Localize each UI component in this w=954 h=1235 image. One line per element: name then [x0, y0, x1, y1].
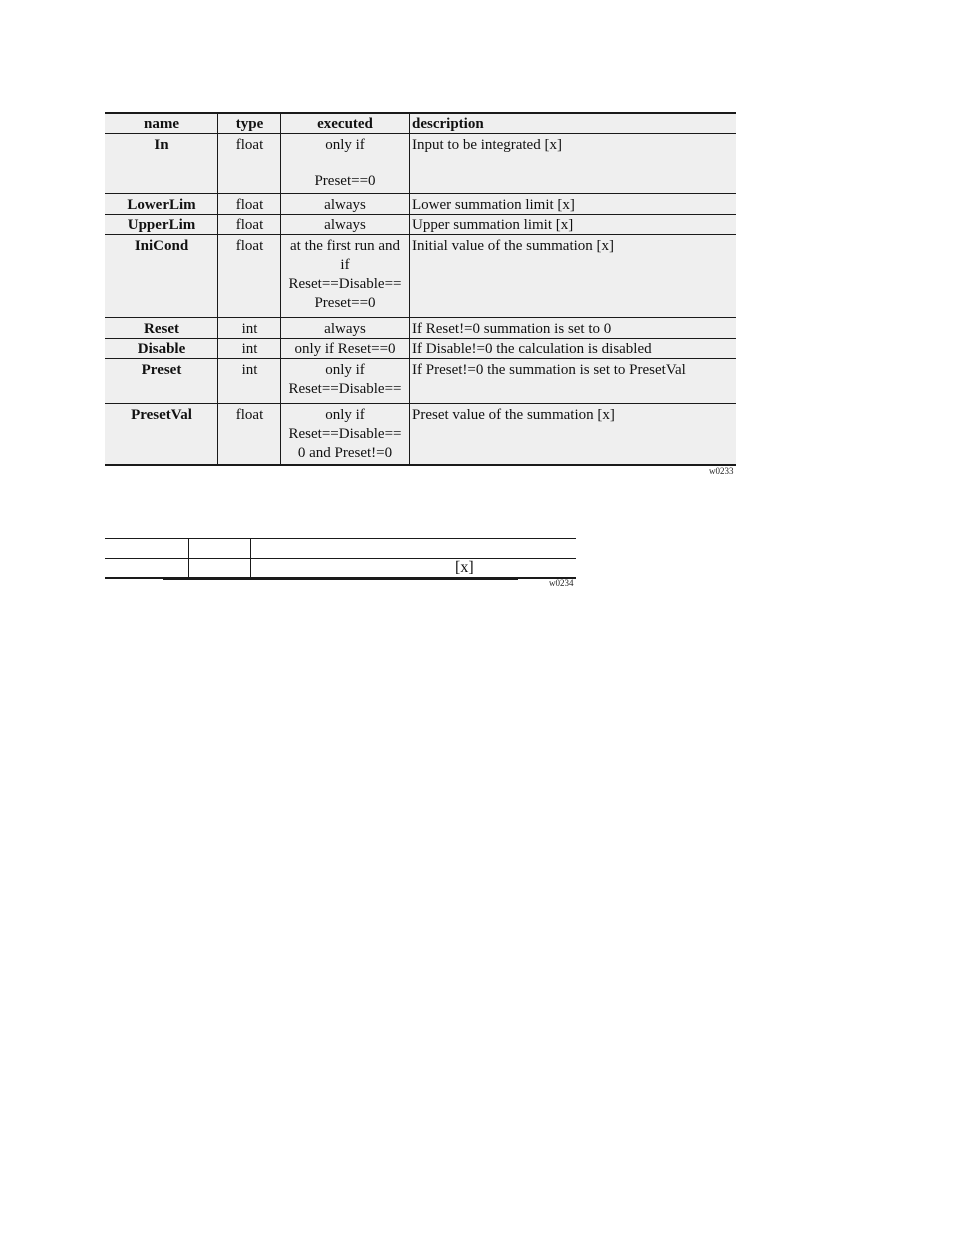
header-executed: executed	[317, 116, 373, 132]
row-executed-line: if	[340, 257, 350, 273]
row-executed-line: Preset==0	[314, 173, 376, 189]
row-name: Preset	[141, 362, 182, 378]
row-type: int	[241, 362, 258, 378]
row-executed-line: only if	[325, 407, 365, 423]
parameter-table	[105, 112, 736, 466]
row-description: If Reset!=0 summation is set to 0	[412, 321, 612, 337]
row-type: float	[235, 238, 264, 254]
row-description: If Preset!=0 the summation is set to PresetVal	[412, 362, 686, 378]
header-name: name	[144, 116, 179, 132]
row-type: int	[241, 341, 258, 357]
row-description: If Disable!=0 the calculation is disabled	[412, 341, 652, 357]
row-name: PresetVal	[131, 407, 192, 423]
row-type: float	[235, 197, 264, 213]
column-rule	[409, 112, 410, 466]
row-type: float	[235, 407, 264, 423]
column-rule	[188, 538, 189, 577]
row-name: LowerLim	[127, 197, 196, 213]
figure-ref-label: w0233	[709, 466, 734, 476]
table-bottom-rule	[105, 464, 736, 466]
underline-rule	[163, 579, 518, 580]
row-executed-line: always	[324, 321, 366, 337]
row-rule	[105, 403, 736, 404]
row-executed-line: Reset==Disable==	[288, 426, 402, 442]
column-rule	[250, 538, 251, 577]
table-top-rule	[105, 538, 576, 539]
table-top-rule	[105, 112, 736, 114]
row-executed-line: only if	[325, 362, 365, 378]
row-name: Disable	[137, 341, 186, 357]
row-description: Preset value of the summation [x]	[412, 407, 615, 423]
row-executed-line: always	[324, 217, 366, 233]
figure-ref-label: w0234	[549, 578, 574, 588]
row-type: float	[235, 137, 264, 153]
row-name: UpperLim	[127, 217, 196, 233]
row-description: Lower summation limit [x]	[412, 197, 575, 213]
row-executed-line: Preset==0	[314, 295, 376, 311]
row-name: In	[154, 137, 169, 153]
row-executed-line: at the first run and	[290, 238, 400, 254]
row-rule	[105, 558, 576, 559]
row-type: float	[235, 217, 264, 233]
row-name: Reset	[144, 321, 179, 337]
row-executed-line: only if	[325, 137, 365, 153]
row-executed-line: Reset==Disable==	[288, 276, 402, 292]
row-name: IniCond	[134, 238, 189, 254]
header-description: description	[412, 116, 484, 132]
header-type: type	[235, 116, 264, 132]
row-type: int	[241, 321, 258, 337]
row-description: Input to be integrated [x]	[412, 137, 562, 153]
row-executed-line: always	[324, 197, 366, 213]
row-rule	[105, 193, 736, 194]
unit-cell: [x]	[455, 559, 474, 576]
row-rule	[105, 317, 736, 318]
output-table	[105, 538, 576, 578]
row-executed-line: only if Reset==0	[294, 341, 396, 357]
row-description: Initial value of the summation [x]	[412, 238, 615, 254]
row-executed-line: 0 and Preset!=0	[297, 445, 393, 461]
row-description: Upper summation limit [x]	[412, 217, 574, 233]
row-executed-line: Reset==Disable==	[288, 381, 402, 397]
